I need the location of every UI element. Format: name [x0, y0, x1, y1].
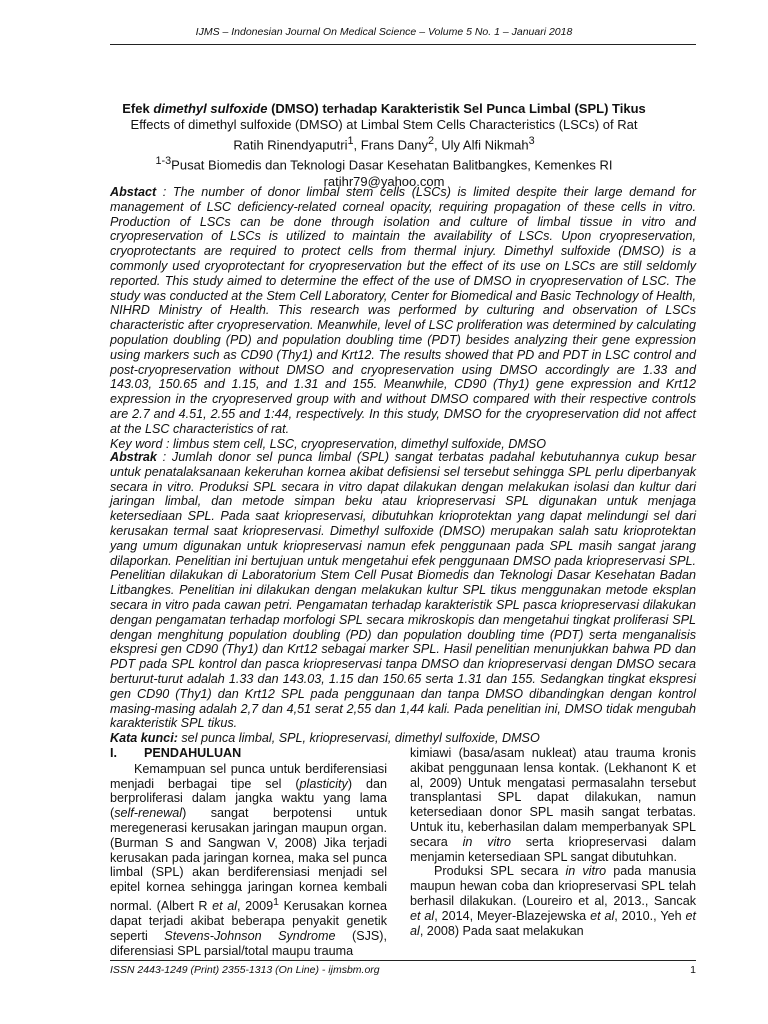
intro-paragraph-1-cont	[410, 746, 696, 864]
kata-kunci-text: sel punca limbal, SPL, kriopreservasi, dimethyl sulfoxide, DMSO	[177, 731, 540, 746]
affiliation-sup: 1-3	[155, 155, 172, 168]
intro-italic: et al	[590, 908, 615, 923]
footer	[110, 964, 696, 976]
abstract-en-label: Abstact	[110, 185, 157, 199]
author-3-sup: 3	[528, 135, 535, 147]
intro-italic: plasticity	[299, 776, 348, 791]
intro-text: , 2014, Meyer-Blazejewska	[434, 908, 591, 923]
abstract-en-text: : The number of donor limbal stem cells (LSCs) is limited despite their large demand for management of LSC deficiency-related corneal opacity, requiring propagation of these cells in vitro. Production of LSCs can be done through isolation and culture of limbal tissue in vitro and cryopreservation of LSCs is utilized to maintain the availability of LSCs. Upon cryopreservation, cryoprotectants are required to protect cells from thermal injury. Dimethyl sulfoxide (DMSO) is a commonly used cryoprotectant for cryopreservation but the effect of its use on LSCs are still seldomly reported. This study aimed to determine the effect of the use of DMSO in cryopreservation of LSC. The study was conducted at the Stem Cell Laboratory, Center for Biomedical and Basic Technology of Health, NIHRD Ministry of Health. This research was performed by culturing and observation of LSCs characteristic after cryopreservation. Meanwhile, level of LSC proliferation was determined by calculating population doubling (PD) and population doubling time (PDT) besides analyzing their gene expression using markers such as CD90 (Thy1) and Krt12. The results showed that PD and PDT in LSC control and post-cryopreservation without DMSO and cryopreservation using DMSO accordingly are 1.33 and 143.03, 150.65 and 1.15, and 1.31 and 155. Meanwhile, CD90 (Thy1) gene expression and Krt12 expression in the cryopreserved group with and without DMSO compared with their respective controls are 2.7 and 4.51, 2.55 and 1:44, respectively. In this study, DMSO for the cryopreservation did not affect at the LSC characteristics of rat.	[110, 185, 696, 436]
abstract-id-label: Abstrak	[110, 450, 157, 464]
section-heading	[110, 746, 387, 761]
abstract-english	[110, 185, 696, 451]
intro-italic: self-renewal	[114, 806, 183, 821]
affiliation	[0, 153, 768, 173]
intro-text: Kemampuan sel punca untuk berdiferensiasi menjadi berbagai tipe sel (	[110, 761, 387, 791]
intro-text: , 2009	[237, 899, 274, 914]
intro-italic: in vitro	[565, 864, 607, 879]
footer-rule	[110, 960, 696, 961]
author-2: , Frans Dany	[353, 137, 428, 153]
intro-text: pada manusia maupun hewan coba dan kriopreservasi SPL telah berhasil dilakukan. (Loureiro et al, 2013., Sancak	[410, 864, 696, 908]
author-3: , Uly Alfi Nikmah	[434, 137, 529, 153]
title-id-italic: dimethyl sulfoxide	[153, 101, 268, 116]
keywords-english: Key word : limbus stem cell, LSC, cryopreservation, dimethyl sulfoxide, DMSO	[110, 436, 547, 451]
body-column-left	[110, 746, 387, 958]
intro-text: ) dan berproliferasi dalam jangka waktu yang lama (	[110, 776, 387, 821]
intro-text: , 2010., Yeh	[614, 908, 686, 923]
intro-italic: in vitro	[462, 834, 511, 849]
intro-paragraph-1	[110, 762, 387, 959]
author-1: Ratih Rinendyaputri	[233, 137, 348, 153]
intro-text: , 2008) Pada saat melakukan	[419, 923, 584, 938]
intro-paragraph-2	[410, 864, 696, 938]
footer-issn: ISSN 2443-1249 (Print) 2355-1313 (On Line) - ijmsbm.org	[110, 964, 380, 976]
title-english: Effects of dimethyl sulfoxide (DMSO) at Limbal Stem Cells Characteristics (LSCs) of Rat	[130, 117, 638, 132]
title-indonesian	[0, 101, 768, 117]
title-id-pre: Efek	[122, 101, 154, 116]
author-list	[0, 133, 768, 153]
intro-sup: 1	[273, 895, 280, 908]
intro-text: kimiawi (basa/asam nukleat) atau trauma kronis akibat penggunaan lensa kontak. (Lekhanont K et al, 2009) Untuk mengatasi permasalahn tersebut transplantasi SPL dapat dilakukan, namun ketersediaan donor SPL masih sangat terbatas. Untuk itu, keberhasilan dalam memperbanyak SPL secara	[410, 746, 696, 849]
running-header: IJMS – Indonesian Journal On Medical Science – Volume 5 No. 1 – Januari 2018	[195, 26, 573, 38]
author-2-sup: 2	[427, 135, 434, 147]
title-id-post: (DMSO) terhadap Karakteristik Sel Punca Limbal (SPL) Tikus	[267, 101, 646, 116]
abstract-id-text: : Jumlah donor sel punca limbal (SPL) sangat terbatas padahal kebutuhannya cukup besar untuk penatalaksanaan kekeruhan kornea akibat defisiensi sel tersebut sehingga SPL perlu diperbanyak secara in vitro. Produksi SPL secara in vitro dapat dilakukan dengan melakukan isolasi dan kultur dari jaringan limbal, dan metode simpan beku atau kriopreservasi SPL digunakan untuk menjaga ketersediaan SPL. Pada saat kriopreservasi, dibutuhkan krioprotektan yang dapat melindungi sel dari kerusakan termal saat kriopreservasi. Dimethyl sulfoxide (DMSO) merupakan salah satu krioprotektan yang umum digunakan untuk kriopreservasi namun efek penggunaan pada SPL masih sangat jarang dilaporkan. Penelitian ini bertujuan untuk mengetahui efek penggunaan DMSO pada kriopreservasi SPL. Penelitian dilakukan di Laboratorium Stem Cell Pusat Biomedis dan Teknologi Dasar Kesehatan Badan Litbangkes. Penelitian ini dilakukan dengan melakukan kultur SPL tikus menggunakan metode eksplan secara in vitro pada cawan petri. Pengamatan terhadap karakteristik SPL pasca kriopreservasi dilakukan dengan pengamatan terhadap morfologi SPL secara mikroskopis dan mengetahui tingkat proliferasi SPL dengan menghitung population doubling (PD) dan population doubling time (PDT) serta menganalisis ekspresi gen CD90 (Thy1) dan Krt12 sebagai marker SPL. Hasil penelitian menunjukkan bahwa PD dan PDT pada SPL kontrol dan pasca kriopreservasi tanpa DMSO dan kriopreservasi dengan DMSO secara berturut-turut adalah 1.33 dan 143.03, 1.15 dan 150.65 serta 1.31 dan 155. Sedangkan tingkat ekspresi gen CD90 (Thy1) dan Krt12 SPL pada penggunaan dan tanpa DMSO dibandingkan dengan kontrol masing-masing adalah 2,7 dan 4,51 serat 2,55 dan 1,44 kali. Pada penelitian ini, DMSO tidak mengubah karakteristik SPL tikus.	[110, 450, 696, 731]
affiliation-text: Pusat Biomedis dan Teknologi Dasar Kesehatan Balitbangkes, Kemenkes RI	[171, 157, 613, 173]
body-column-right	[410, 746, 696, 938]
intro-italic: et al	[212, 899, 238, 914]
intro-italic: et al	[410, 908, 696, 938]
intro-text: serta kriopreservasi dalam menjamin ketersediaan SPL sangat dibutuhkan.	[410, 834, 696, 864]
intro-text: (SJS), diferensiasi SPL parsial/total maupu trauma	[110, 928, 387, 958]
author-1-sup: 1	[347, 135, 354, 147]
abstract-indonesian	[110, 450, 696, 746]
section-title: PENDAHULUAN	[144, 746, 242, 760]
intro-italic: et al	[410, 908, 435, 923]
intro-text: Kerusakan kornea dapat terjadi akibat beberapa penyakit genetik seperti	[110, 899, 387, 943]
header-rule	[110, 44, 696, 45]
email: ratihr79@yahoo.com	[323, 173, 445, 189]
page-number: 1	[690, 964, 696, 976]
intro-italic: Stevens-Johnson Syndrome	[164, 928, 336, 943]
kata-kunci-label: Kata kunci:	[110, 731, 178, 746]
section-number: I.	[110, 746, 117, 760]
intro-text: Produksi SPL secara	[434, 864, 566, 879]
title-block	[0, 101, 768, 190]
intro-text: ) sangat berpotensi untuk meregenerasi kerusakan jaringan maupun organ. (Burman S and Sangwan V, 2008) Jika terjadi kerusakan pada jaringan kornea, maka sel punca limbal (SPL) akan berdiferensiasi menjadi sel epitel kornea sehingga jaringan kornea kembali normal. (Albert R	[110, 806, 387, 914]
